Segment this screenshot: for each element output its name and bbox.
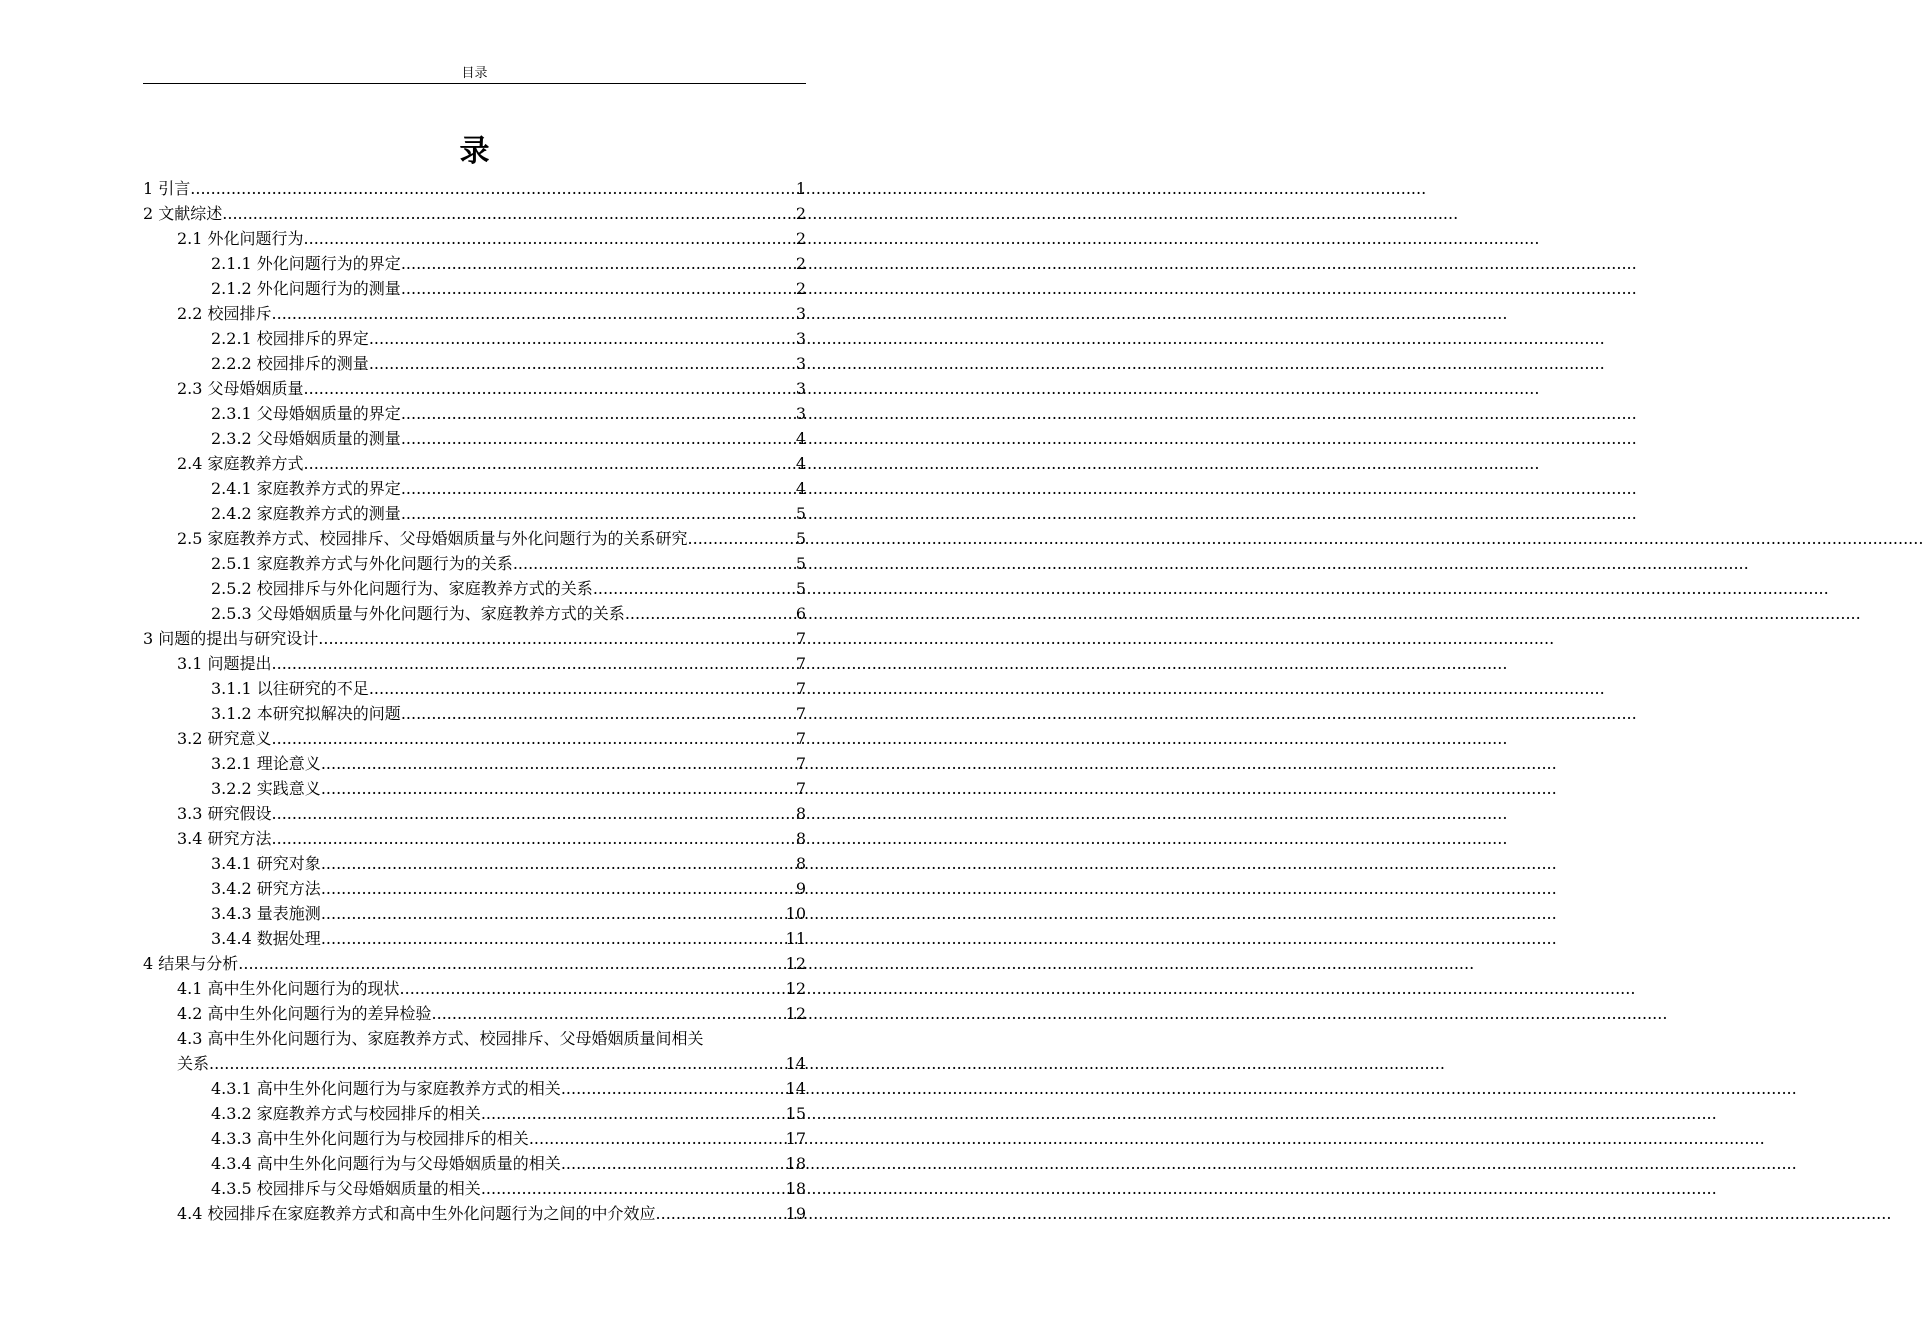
toc-dot-leader (369, 351, 796, 376)
toc-page-number: 1 (795, 179, 806, 198)
toc-dot-leader (481, 1176, 786, 1201)
toc-dot-leader (272, 301, 796, 326)
toc-entry[interactable] (143, 826, 806, 851)
toc-dot-leader (272, 801, 796, 826)
toc-page-number: 4 (795, 454, 806, 473)
toc-page-number: 19 (785, 1204, 806, 1223)
toc-dot-leader (272, 651, 796, 676)
toc-dot-leader (401, 701, 796, 726)
toc-dot-leader (304, 451, 796, 476)
toc-dot-leader (369, 676, 796, 701)
toc-entry-title: 2.2.2 校园排斥的测量 (211, 354, 369, 373)
toc-page-number: 5 (795, 529, 806, 548)
toc-entry-title: 3.1.1 以往研究的不足 (211, 679, 369, 698)
toc-page-number: 17 (785, 1129, 806, 1148)
toc-entry[interactable] (143, 1176, 806, 1201)
toc-entry-title: 3.1 问题提出 (177, 654, 272, 673)
toc-entry-title: 3.2.1 理论意义 (211, 754, 321, 773)
toc-entry[interactable] (143, 901, 806, 926)
toc-entry-title: 2.1.2 外化问题行为的测量 (211, 279, 401, 298)
toc-entry-title: 2.4.1 家庭教养方式的界定 (211, 479, 401, 498)
toc-dot-leader (222, 201, 796, 226)
toc-page-number: 18 (785, 1154, 806, 1173)
toc-entry[interactable] (143, 451, 806, 476)
toc-entry[interactable] (143, 951, 806, 976)
toc-page-number: 2 (795, 204, 806, 223)
page-title: 录 (459, 134, 490, 169)
toc-entry-title: 3.4.4 数据处理 (211, 929, 321, 948)
toc-entry-title: 4.3.4 高中生外化问题行为与父母婚姻质量的相关 (211, 1154, 561, 1173)
toc-entry[interactable] (143, 651, 806, 676)
toc-entry[interactable] (143, 476, 806, 501)
toc-page-number: 15 (785, 1104, 806, 1123)
toc-dot-leader (401, 276, 796, 301)
toc-entry[interactable] (143, 526, 806, 551)
toc-entry[interactable] (143, 301, 806, 326)
toc-dot-leader (318, 626, 796, 651)
toc-entry-title: 2.2.1 校园排斥的界定 (211, 329, 369, 348)
toc-dot-leader (321, 876, 796, 901)
toc-entry[interactable] (143, 926, 806, 951)
toc-entry[interactable] (143, 601, 806, 626)
toc-entry[interactable] (143, 551, 806, 576)
toc-page-number: 7 (795, 704, 806, 723)
toc-dot-leader (321, 926, 786, 951)
toc-page-number: 5 (795, 504, 806, 523)
toc-page-number: 11 (785, 929, 806, 948)
toc-entry-title: 2.3 父母婚姻质量 (177, 379, 304, 398)
toc-entry[interactable] (143, 676, 806, 701)
toc-entry-title: 3.3 研究假设 (177, 804, 272, 823)
toc-entry-title: 4.3.1 高中生外化问题行为与家庭教养方式的相关 (211, 1079, 561, 1098)
toc-entry-title: 3.4.2 研究方法 (211, 879, 321, 898)
toc-entry-title: 2.1.1 外化问题行为的界定 (211, 254, 401, 273)
toc-entry[interactable] (143, 801, 806, 826)
toc-page-number: 4 (795, 479, 806, 498)
toc-page-number: 7 (795, 754, 806, 773)
toc-dot-leader (321, 776, 796, 801)
toc-page-number: 9 (795, 879, 806, 898)
toc-entry[interactable] (143, 376, 806, 401)
toc-entry[interactable] (143, 1101, 806, 1126)
toc-dot-leader (432, 1001, 786, 1026)
toc-entry-title: 3.1.2 本研究拟解决的问题 (211, 704, 401, 723)
toc-entry[interactable] (143, 226, 806, 251)
toc-dot-leader (304, 226, 796, 251)
toc-dot-leader (401, 251, 796, 276)
toc-dot-leader (272, 826, 796, 851)
toc-page-number: 7 (795, 679, 806, 698)
toc-entry[interactable] (143, 201, 806, 226)
toc-entry-title: 2.4.2 家庭教养方式的测量 (211, 504, 401, 523)
toc-entry[interactable] (143, 401, 806, 426)
toc-dot-leader (656, 1201, 786, 1226)
toc-page-number: 4 (795, 429, 806, 448)
toc-entry-title: 3.2.2 实践意义 (211, 779, 321, 798)
toc-dot-leader (401, 501, 796, 526)
toc-entry-title: 3.4 研究方法 (177, 829, 272, 848)
toc-dot-leader (401, 476, 796, 501)
toc-dot-leader (304, 376, 796, 401)
toc-entry[interactable] (143, 1001, 806, 1026)
toc-entry-title: 2.4 家庭教养方式 (177, 454, 304, 473)
toc-page-number: 12 (785, 979, 806, 998)
toc-entry[interactable] (143, 276, 806, 301)
toc-page-number: 14 (785, 1079, 806, 1098)
toc-page-number: 7 (795, 629, 806, 648)
toc-entry-title: 4.3.3 高中生外化问题行为与校园排斥的相关 (211, 1129, 529, 1148)
toc-dot-leader (209, 1051, 786, 1076)
toc-page-number: 7 (795, 654, 806, 673)
toc-page-number: 3 (795, 354, 806, 373)
toc-entry-title: 4.2 高中生外化问题行为的差异检验 (177, 1004, 432, 1023)
toc-entry-title: 4.4 校园排斥在家庭教养方式和高中生外化问题行为之间的中介效应 (177, 1204, 656, 1223)
toc-entry-title: 2.2 校园排斥 (177, 304, 272, 323)
toc-entry[interactable] (143, 501, 806, 526)
toc-dot-leader (481, 1101, 786, 1126)
toc-dot-leader (593, 576, 796, 601)
running-header: 目录 (461, 66, 488, 81)
toc-entry-title: 4.1 高中生外化问题行为的现状 (177, 979, 400, 998)
toc-page-number: 8 (795, 854, 806, 873)
toc-entry[interactable] (143, 426, 806, 451)
toc-entry[interactable] (143, 326, 806, 351)
toc-dot-leader (321, 851, 796, 876)
toc-entry-title: 2.5.1 家庭教养方式与外化问题行为的关系 (211, 554, 513, 573)
toc-entry[interactable] (143, 576, 806, 601)
toc-entry-title: 3 问题的提出与研究设计 (143, 629, 319, 648)
toc-page-number: 8 (795, 804, 806, 823)
toc-entry[interactable] (143, 726, 806, 751)
toc-entry-title: 4.3.2 家庭教养方式与校园排斥的相关 (211, 1104, 481, 1123)
toc-dot-leader (400, 976, 786, 1001)
toc-page-number: 6 (795, 604, 806, 623)
toc-entry[interactable] (143, 851, 806, 876)
toc-entry-title: 3.4.1 研究对象 (211, 854, 321, 873)
toc-page-number: 18 (785, 1179, 806, 1198)
toc-entry-title: 2.3.2 父母婚姻质量的测量 (211, 429, 401, 448)
toc-dot-leader (561, 1151, 786, 1176)
toc-dot-leader (401, 426, 796, 451)
toc-entry-title: 2 文献综述 (143, 204, 223, 223)
toc-dot-leader (513, 551, 796, 576)
toc-entry[interactable] (143, 976, 806, 1001)
toc-entry-title: 1 引言 (143, 179, 191, 198)
toc-entry[interactable] (143, 251, 806, 276)
toc-entry-title: 3.4.3 量表施测 (211, 904, 321, 923)
toc-dot-leader (190, 176, 796, 201)
toc-page-number: 3 (795, 329, 806, 348)
toc-page-number: 3 (795, 379, 806, 398)
toc-page-number: 3 (795, 304, 806, 323)
toc-page-number: 2 (795, 279, 806, 298)
toc-page-number: 12 (785, 1004, 806, 1023)
toc-entry[interactable] (143, 1076, 806, 1101)
toc-page-number: 12 (785, 954, 806, 973)
toc-entry[interactable] (143, 351, 806, 376)
toc-entry-title: 2.5.3 父母婚姻质量与外化问题行为、家庭教养方式的关系 (211, 604, 625, 623)
toc-entry[interactable] (143, 1051, 806, 1076)
toc-dot-leader (529, 1126, 786, 1151)
toc-entry[interactable] (143, 751, 806, 776)
toc-page-number: 7 (795, 779, 806, 798)
toc-entry-line[interactable]: 4.3 高中生外化问题行为、家庭教养方式、校园排斥、父母婚姻质量间相关 (177, 1029, 704, 1048)
toc-entry-title: 4.3.5 校园排斥与父母婚姻质量的相关 (211, 1179, 481, 1198)
toc-entry-title: 4 结果与分析 (143, 954, 239, 973)
toc-entry[interactable] (143, 776, 806, 801)
toc-dot-leader (321, 901, 786, 926)
toc-entry-title: 2.5 家庭教养方式、校园排斥、父母婚姻质量与外化问题行为的关系研究 (177, 529, 688, 548)
table-of-contents (143, 176, 806, 1226)
toc-entry-title: 2.1 外化问题行为 (177, 229, 304, 248)
toc-page-number: 3 (795, 404, 806, 423)
toc-page-number: 8 (795, 829, 806, 848)
toc-dot-leader (321, 751, 796, 776)
toc-dot-leader (401, 401, 796, 426)
toc-entry-title: 2.3.1 父母婚姻质量的界定 (211, 404, 401, 423)
toc-entry[interactable] (143, 1201, 806, 1226)
toc-entry[interactable] (143, 1151, 806, 1176)
toc-page-number: 14 (785, 1054, 806, 1073)
toc-entry[interactable] (143, 876, 806, 901)
toc-entry-title: 3.2 研究意义 (177, 729, 272, 748)
toc-page-number: 2 (795, 254, 806, 273)
toc-entry[interactable] (143, 701, 806, 726)
toc-entry[interactable] (143, 1126, 806, 1151)
toc-page-number: 5 (795, 579, 806, 598)
toc-entry[interactable] (143, 626, 806, 651)
toc-entry-title: 2.5.2 校园排斥与外化问题行为、家庭教养方式的关系 (211, 579, 593, 598)
toc-dot-leader (688, 526, 796, 551)
toc-entry[interactable] (143, 176, 806, 201)
toc-page-number: 5 (795, 554, 806, 573)
toc-page-number: 10 (785, 904, 806, 923)
toc-dot-leader (369, 326, 796, 351)
toc-dot-leader (625, 601, 796, 626)
toc-dot-leader (561, 1076, 786, 1101)
toc-page-number: 2 (795, 229, 806, 248)
toc-dot-leader (272, 726, 796, 751)
toc-page-number: 7 (795, 729, 806, 748)
toc-entry-title: 关系 (177, 1054, 210, 1073)
header-divider (143, 83, 806, 84)
toc-dot-leader (238, 951, 785, 976)
